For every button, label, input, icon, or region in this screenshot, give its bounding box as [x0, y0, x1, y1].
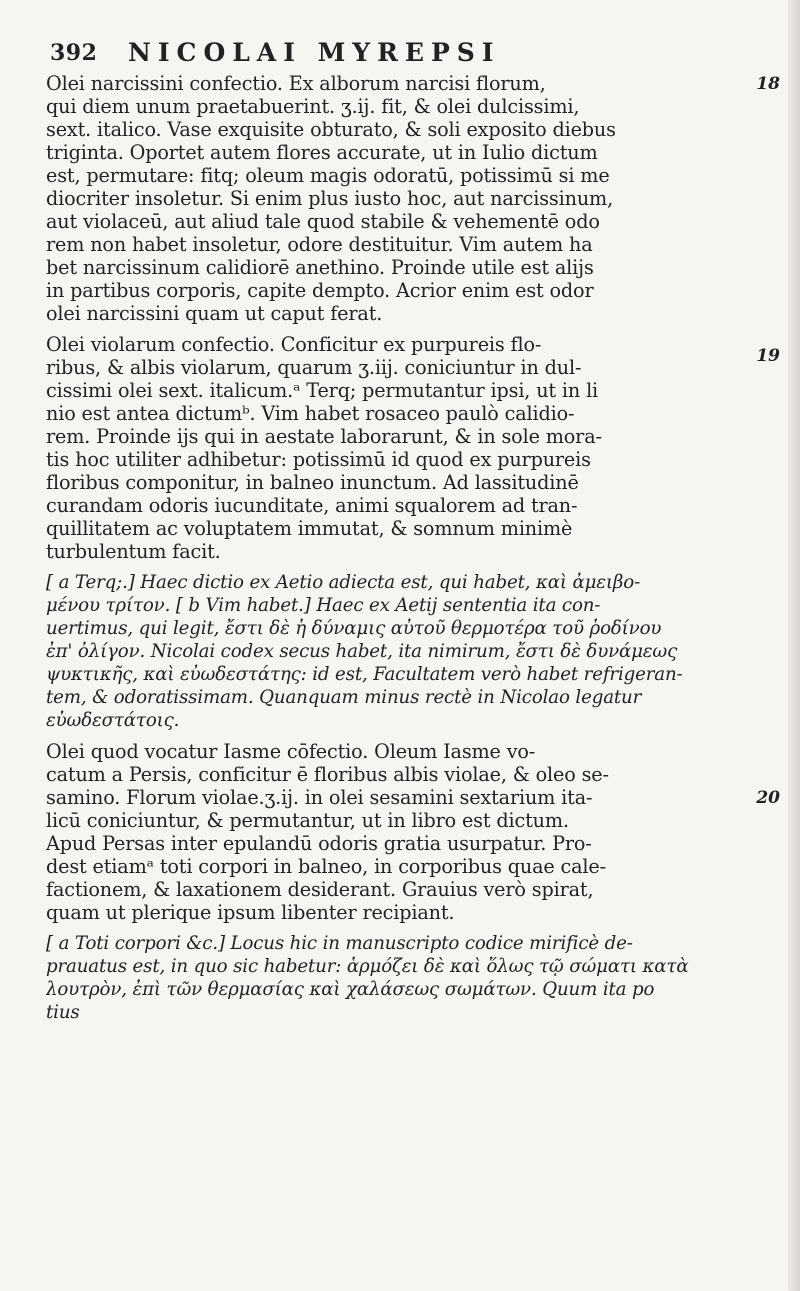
text-line: cissimi olei sext. italicum.ᵃ Terq; permutantur ipsi, ut in li: [46, 379, 599, 402]
annotation-paragraph: [46, 932, 758, 1024]
text-line: [ a Terq;.] Haec dictio ex Aetio adiecta est, qui habet, καὶ ἀμειβο-: [46, 572, 641, 593]
text-line: turbulentum facit.: [46, 540, 221, 563]
text-line: εὐωδεστάτοις.: [46, 710, 180, 731]
text-line: dest etiamᵃ toti corpori in balneo, in corporibus quae cale-: [46, 855, 606, 878]
body-paragraph: [46, 72, 758, 325]
text-line: Olei violarum confectio. Conficitur ex purpureis flo-: [46, 333, 542, 356]
text-line: est, permutare: fitq; oleum magis odoratū, potissimū si me: [46, 164, 610, 187]
text-line: triginta. Oportet autem flores accurate, ut in Iulio dictum: [46, 141, 598, 164]
paragraph-gap: [46, 563, 758, 571]
running-head: NICOLAI MYREPSI: [128, 38, 501, 67]
text-line: tis hoc utiliter adhibetur: potissimū id quod ex purpureis: [46, 448, 591, 471]
text-line: diocriter insoletur. Si enim plus iusto hoc, aut narcissinum,: [46, 187, 614, 210]
text-line: Apud Persas inter epulandū odoris gratia usurpatur. Pro-: [46, 832, 592, 855]
paragraph-gap: [46, 924, 758, 932]
text-line: rem non habet insoletur, odore destituitur. Vim autem ha: [46, 233, 593, 256]
text-line: quillitatem ac voluptatem immutat, & somnum minimè: [46, 517, 573, 540]
margin-number: 20: [756, 788, 780, 808]
text-line: samino. Florum violae.ʒ.ij. in olei sesamini sextarium ita-: [46, 786, 593, 809]
annotation-paragraph: [46, 571, 758, 732]
page-header: [50, 38, 770, 74]
text-line: olei narcissini quam ut caput ferat.: [46, 302, 383, 325]
text-line: Olei narcissini confectio. Ex alborum narcisi florum,: [46, 72, 546, 95]
text-line: aut violaceū, aut aliud tale quod stabile & vehementē odo: [46, 210, 600, 233]
text-line: catum a Persis, conficitur ē floribus albis violae, & oleo se-: [46, 763, 609, 786]
text-line: ἐπ' ὀλίγον. Nicolai codex secus habet, ita nimirum, ἔστι δὲ δυνάμεως: [46, 641, 678, 662]
page-edge: [788, 0, 800, 1291]
text-line: in partibus corporis, capite dempto. Acrior enim est odor: [46, 279, 594, 302]
text-line: rem. Proinde ijs qui in aestate laborarunt, & in sole mora-: [46, 425, 602, 448]
text-line: nio est antea dictumᵇ. Vim habet rosaceo paulò calidio-: [46, 402, 575, 425]
text-line: [ a Toti corpori &c.] Locus hic in manuscripto codice mirificè de-: [46, 933, 633, 954]
text-line: prauatus est, in quo sic habetur: ἁρμόζει δὲ καὶ ὅλως τῷ σώματι κατὰ: [46, 956, 689, 977]
text-line: uertimus, qui legit, ἔστι δὲ ἡ δύναμις αὐτοῦ θερμοτέρα τοῦ ῥοδίνου: [46, 618, 662, 639]
text-line: licū coniciuntur, & permutantur, ut in libro est dictum.: [46, 809, 569, 832]
text-line: bet narcissinum calidiorē anethino. Proinde utile est alijs: [46, 256, 594, 279]
margin-number: 19: [756, 346, 780, 366]
text-line: tem, & odoratissimam. Quanquam minus rectè in Nicolao legatur: [46, 687, 642, 708]
paragraph-gap: [46, 325, 758, 333]
text-line: quam ut plerique ipsum libenter recipiant.: [46, 901, 455, 924]
text-line: curandam odoris iucunditate, animi squalorem ad tran-: [46, 494, 578, 517]
page-number: 392: [50, 40, 98, 66]
text-line: tius: [46, 1002, 80, 1023]
text-line: ψυκτικῆς, καὶ εὐωδεστάτης: id est, Facultatem verò habet refrigeran-: [46, 664, 683, 685]
text-line: Olei quod vocatur Iasme cōfectio. Oleum Iasme vo-: [46, 740, 536, 763]
text-line: factionem, & laxationem desiderant. Grauius verò spirat,: [46, 878, 594, 901]
text-line: qui diem unum praetabuerint. ʒ.ij. fit, & olei dulcissimi,: [46, 95, 580, 118]
text-body: [46, 72, 758, 1024]
body-paragraph: [46, 740, 758, 924]
text-line: floribus componitur, in balneo inunctum. Ad lassitudinē: [46, 471, 579, 494]
text-line: sext. italico. Vase exquisite obturato, & soli exposito diebus: [46, 118, 616, 141]
text-line: λουτρὸν, ἐπὶ τῶν θερμασίας καὶ χαλάσεως σωμάτων. Quum ita po: [46, 979, 655, 1000]
text-line: ribus, & albis violarum, quarum ʒ.iij. coniciuntur in dul-: [46, 356, 582, 379]
paragraph-gap: [46, 732, 758, 740]
margin-number: 18: [756, 74, 780, 94]
body-paragraph: [46, 333, 758, 563]
text-line: μένου τρίτον. [ b Vim habet.] Haec ex Aetij sententia ita con-: [46, 595, 601, 616]
